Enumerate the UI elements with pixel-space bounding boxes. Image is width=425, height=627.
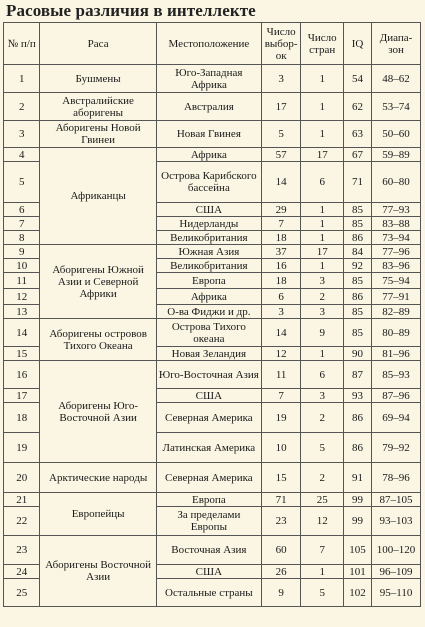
table-row [4, 65, 421, 93]
table-row [4, 148, 421, 162]
cell-num: 21 [4, 493, 40, 507]
cell-iq: 67 [344, 148, 372, 162]
cell-location: Острова Карибского бассейна [156, 162, 261, 203]
table-row [4, 536, 421, 565]
cell-samples: 6 [261, 289, 301, 305]
header-samples: Число выбор- ок [261, 23, 301, 65]
cell-race: Африканцы [40, 148, 156, 245]
cell-countries: 1 [301, 347, 344, 361]
cell-num: 15 [4, 347, 40, 361]
cell-location: Европа [156, 273, 261, 289]
header-race: Раса [40, 23, 156, 65]
cell-location: Европа [156, 493, 261, 507]
cell-samples: 7 [261, 217, 301, 231]
cell-iq: 86 [344, 433, 372, 463]
cell-range: 77–91 [372, 289, 421, 305]
cell-countries: 5 [301, 579, 344, 607]
cell-iq: 101 [344, 565, 372, 579]
cell-samples: 37 [261, 245, 301, 259]
cell-countries: 2 [301, 403, 344, 433]
cell-range: 93–103 [372, 507, 421, 536]
cell-iq: 63 [344, 121, 372, 148]
cell-iq: 85 [344, 273, 372, 289]
cell-countries: 6 [301, 361, 344, 389]
cell-iq: 85 [344, 305, 372, 319]
cell-location: Новая Гвинея [156, 121, 261, 148]
cell-race: Аборигены островов Тихого Океана [40, 319, 156, 361]
cell-countries: 3 [301, 305, 344, 319]
cell-samples: 11 [261, 361, 301, 389]
cell-countries: 2 [301, 289, 344, 305]
cell-num: 6 [4, 203, 40, 217]
cell-num: 22 [4, 507, 40, 536]
cell-location: США [156, 203, 261, 217]
cell-location: Африка [156, 289, 261, 305]
cell-num: 7 [4, 217, 40, 231]
cell-countries: 7 [301, 536, 344, 565]
cell-race: Бушмены [40, 65, 156, 93]
cell-samples: 60 [261, 536, 301, 565]
cell-num: 17 [4, 389, 40, 403]
cell-range: 48–62 [372, 65, 421, 93]
cell-iq: 54 [344, 65, 372, 93]
cell-location: О-ва Фиджи и др. [156, 305, 261, 319]
cell-iq: 99 [344, 493, 372, 507]
cell-num: 9 [4, 245, 40, 259]
cell-iq: 85 [344, 203, 372, 217]
cell-iq: 84 [344, 245, 372, 259]
cell-num: 13 [4, 305, 40, 319]
cell-iq: 92 [344, 259, 372, 273]
cell-num: 11 [4, 273, 40, 289]
cell-range: 77–96 [372, 245, 421, 259]
cell-range: 75–94 [372, 273, 421, 289]
cell-range: 96–109 [372, 565, 421, 579]
table-row [4, 463, 421, 493]
cell-race: Аборигены Новой Гвинеи [40, 121, 156, 148]
cell-samples: 10 [261, 433, 301, 463]
cell-num: 3 [4, 121, 40, 148]
cell-samples: 12 [261, 347, 301, 361]
cell-num: 24 [4, 565, 40, 579]
cell-samples: 18 [261, 231, 301, 245]
cell-num: 14 [4, 319, 40, 347]
cell-num: 25 [4, 579, 40, 607]
cell-num: 16 [4, 361, 40, 389]
cell-samples: 57 [261, 148, 301, 162]
cell-countries: 1 [301, 217, 344, 231]
table-row [4, 361, 421, 389]
cell-iq: 86 [344, 289, 372, 305]
cell-samples: 71 [261, 493, 301, 507]
cell-countries: 1 [301, 203, 344, 217]
header-location: Местоположение [156, 23, 261, 65]
cell-num: 23 [4, 536, 40, 565]
cell-iq: 93 [344, 389, 372, 403]
cell-countries: 1 [301, 259, 344, 273]
cell-num: 2 [4, 93, 40, 121]
cell-location: Австралия [156, 93, 261, 121]
cell-range: 87–105 [372, 493, 421, 507]
cell-countries: 1 [301, 93, 344, 121]
table-row [4, 121, 421, 148]
cell-location: За пределами Европы [156, 507, 261, 536]
cell-countries: 12 [301, 507, 344, 536]
cell-location: Остальные страны [156, 579, 261, 607]
cell-range: 60–80 [372, 162, 421, 203]
cell-location: Южная Азия [156, 245, 261, 259]
cell-iq: 87 [344, 361, 372, 389]
cell-countries: 1 [301, 121, 344, 148]
cell-samples: 14 [261, 162, 301, 203]
cell-location: Латинская Америка [156, 433, 261, 463]
cell-samples: 5 [261, 121, 301, 148]
cell-samples: 15 [261, 463, 301, 493]
cell-range: 59–89 [372, 148, 421, 162]
cell-samples: 19 [261, 403, 301, 433]
cell-countries: 25 [301, 493, 344, 507]
cell-countries: 6 [301, 162, 344, 203]
cell-location: Северная Америка [156, 463, 261, 493]
cell-countries: 3 [301, 273, 344, 289]
cell-iq: 86 [344, 231, 372, 245]
cell-race: Аборигены Южной Азии и Северной Африки [40, 245, 156, 319]
cell-iq: 99 [344, 507, 372, 536]
cell-countries: 3 [301, 389, 344, 403]
cell-range: 83–88 [372, 217, 421, 231]
cell-samples: 29 [261, 203, 301, 217]
cell-num: 4 [4, 148, 40, 162]
cell-location: Нидерланды [156, 217, 261, 231]
cell-range: 80–89 [372, 319, 421, 347]
page-title: Расовые различия в интеллекте [6, 1, 256, 20]
cell-samples: 18 [261, 273, 301, 289]
cell-iq: 85 [344, 217, 372, 231]
cell-samples: 3 [261, 65, 301, 93]
cell-location: США [156, 565, 261, 579]
cell-countries: 1 [301, 565, 344, 579]
cell-range: 78–96 [372, 463, 421, 493]
cell-countries: 2 [301, 463, 344, 493]
cell-location: Юго-Западная Африка [156, 65, 261, 93]
cell-num: 12 [4, 289, 40, 305]
table-row [4, 93, 421, 121]
cell-range: 83–96 [372, 259, 421, 273]
cell-num: 10 [4, 259, 40, 273]
cell-countries: 1 [301, 231, 344, 245]
cell-range: 53–74 [372, 93, 421, 121]
cell-num: 8 [4, 231, 40, 245]
cell-range: 69–94 [372, 403, 421, 433]
cell-samples: 7 [261, 389, 301, 403]
cell-range: 87–96 [372, 389, 421, 403]
cell-location: Новая Зеландия [156, 347, 261, 361]
cell-iq: 71 [344, 162, 372, 203]
cell-samples: 26 [261, 565, 301, 579]
cell-location: Острова Тихого океана [156, 319, 261, 347]
header-num: № п/п [4, 23, 40, 65]
header-range: Диапа- зон [372, 23, 421, 65]
cell-location: Великобритания [156, 231, 261, 245]
table-row [4, 245, 421, 259]
cell-samples: 9 [261, 579, 301, 607]
cell-countries: 17 [301, 148, 344, 162]
header-row [4, 23, 421, 65]
cell-samples: 14 [261, 319, 301, 347]
cell-iq: 62 [344, 93, 372, 121]
cell-range: 82–89 [372, 305, 421, 319]
cell-countries: 9 [301, 319, 344, 347]
cell-race: Европейцы [40, 493, 156, 536]
cell-countries: 1 [301, 65, 344, 93]
cell-race: Аборигены Восточной Азии [40, 536, 156, 607]
cell-range: 79–92 [372, 433, 421, 463]
cell-location: Северная Америка [156, 403, 261, 433]
cell-countries: 17 [301, 245, 344, 259]
cell-samples: 16 [261, 259, 301, 273]
cell-iq: 86 [344, 403, 372, 433]
cell-range: 95–110 [372, 579, 421, 607]
cell-iq: 105 [344, 536, 372, 565]
cell-range: 85–93 [372, 361, 421, 389]
header-iq: IQ [344, 23, 372, 65]
cell-race: Арктические народы [40, 463, 156, 493]
cell-range: 81–96 [372, 347, 421, 361]
cell-num: 1 [4, 65, 40, 93]
cell-num: 20 [4, 463, 40, 493]
table-row [4, 319, 421, 347]
cell-range: 73–94 [372, 231, 421, 245]
cell-countries: 5 [301, 433, 344, 463]
cell-samples: 3 [261, 305, 301, 319]
cell-range: 100–120 [372, 536, 421, 565]
cell-iq: 91 [344, 463, 372, 493]
table-row [4, 493, 421, 507]
cell-num: 5 [4, 162, 40, 203]
cell-race: Аборигены Юго-Восточной Азии [40, 361, 156, 463]
cell-location: Юго-Восточная Азия [156, 361, 261, 389]
cell-samples: 17 [261, 93, 301, 121]
cell-samples: 23 [261, 507, 301, 536]
cell-num: 19 [4, 433, 40, 463]
cell-iq: 85 [344, 319, 372, 347]
cell-location: Великобритания [156, 259, 261, 273]
cell-range: 50–60 [372, 121, 421, 148]
header-countries: Число стран [301, 23, 344, 65]
cell-race: Австралийские аборигены [40, 93, 156, 121]
cell-num: 18 [4, 403, 40, 433]
cell-location: США [156, 389, 261, 403]
cell-iq: 90 [344, 347, 372, 361]
iq-table [3, 22, 421, 607]
cell-range: 77–93 [372, 203, 421, 217]
cell-iq: 102 [344, 579, 372, 607]
cell-location: Африка [156, 148, 261, 162]
cell-location: Восточная Азия [156, 536, 261, 565]
